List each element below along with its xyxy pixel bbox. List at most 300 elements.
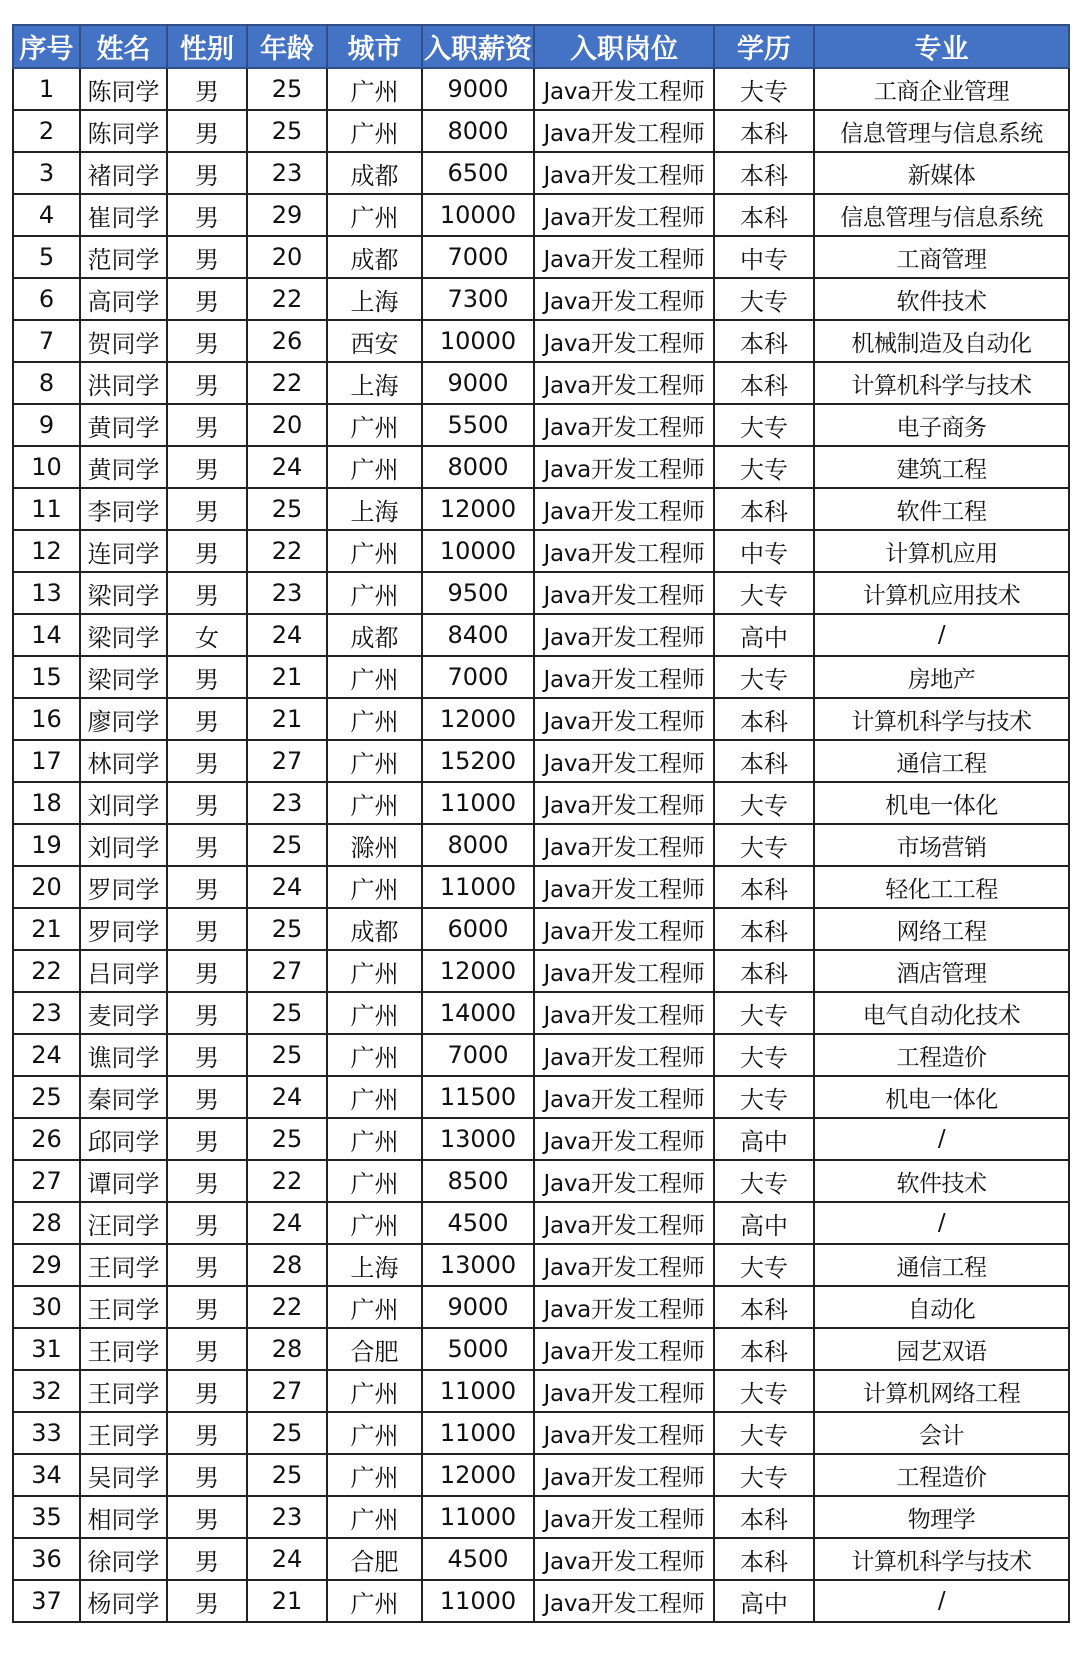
cell-salary: 7000 (422, 656, 534, 698)
cell-position: Java开发工程师 (534, 1286, 714, 1328)
cell-city: 广州 (327, 1580, 422, 1622)
cell-age: 23 (247, 572, 327, 614)
cell-major: 工程造价 (814, 1454, 1069, 1496)
cell-gender: 男 (167, 908, 247, 950)
cell-index: 16 (13, 698, 80, 740)
cell-index: 29 (13, 1244, 80, 1286)
cell-education: 本科 (714, 740, 814, 782)
cell-name: 邱同学 (80, 1118, 167, 1160)
cell-name: 廖同学 (80, 698, 167, 740)
cell-city: 广州 (327, 1286, 422, 1328)
cell-name: 洪同学 (80, 362, 167, 404)
cell-major: 计算机科学与技术 (814, 362, 1069, 404)
cell-name: 刘同学 (80, 824, 167, 866)
cell-age: 24 (247, 1538, 327, 1580)
cell-name: 王同学 (80, 1370, 167, 1412)
cell-position: Java开发工程师 (534, 698, 714, 740)
cell-index: 37 (13, 1580, 80, 1622)
cell-education: 本科 (714, 698, 814, 740)
cell-major: 工商企业管理 (814, 68, 1069, 110)
cell-index: 28 (13, 1202, 80, 1244)
cell-education: 大专 (714, 1076, 814, 1118)
cell-position: Java开发工程师 (534, 572, 714, 614)
cell-major: / (814, 1580, 1069, 1622)
cell-city: 广州 (327, 110, 422, 152)
cell-position: Java开发工程师 (534, 1244, 714, 1286)
cell-major: 会计 (814, 1412, 1069, 1454)
cell-major: 房地产 (814, 656, 1069, 698)
table-row (13, 782, 1069, 824)
table-row (13, 1370, 1069, 1412)
cell-name: 梁同学 (80, 656, 167, 698)
table-row (13, 614, 1069, 656)
cell-name: 连同学 (80, 530, 167, 572)
cell-education: 大专 (714, 656, 814, 698)
cell-gender: 男 (167, 1454, 247, 1496)
cell-position: Java开发工程师 (534, 320, 714, 362)
cell-city: 广州 (327, 656, 422, 698)
cell-city: 广州 (327, 404, 422, 446)
cell-position: Java开发工程师 (534, 908, 714, 950)
cell-salary: 9500 (422, 572, 534, 614)
cell-gender: 男 (167, 110, 247, 152)
cell-age: 25 (247, 1118, 327, 1160)
table-row (13, 110, 1069, 152)
cell-education: 本科 (714, 950, 814, 992)
cell-position: Java开发工程师 (534, 1496, 714, 1538)
cell-gender: 男 (167, 950, 247, 992)
header-index: 序号 (13, 25, 80, 68)
cell-salary: 11000 (422, 1496, 534, 1538)
cell-major: 建筑工程 (814, 446, 1069, 488)
cell-name: 谯同学 (80, 1034, 167, 1076)
cell-index: 25 (13, 1076, 80, 1118)
cell-gender: 男 (167, 782, 247, 824)
cell-gender: 男 (167, 1034, 247, 1076)
cell-index: 4 (13, 194, 80, 236)
cell-city: 上海 (327, 488, 422, 530)
cell-name: 贺同学 (80, 320, 167, 362)
cell-age: 22 (247, 1286, 327, 1328)
cell-name: 刘同学 (80, 782, 167, 824)
cell-name: 罗同学 (80, 866, 167, 908)
cell-index: 5 (13, 236, 80, 278)
cell-major: 软件技术 (814, 278, 1069, 320)
cell-education: 本科 (714, 362, 814, 404)
cell-major: 信息管理与信息系统 (814, 194, 1069, 236)
header-position: 入职岗位 (534, 25, 714, 68)
cell-education: 大专 (714, 404, 814, 446)
cell-gender: 男 (167, 656, 247, 698)
cell-name: 李同学 (80, 488, 167, 530)
cell-index: 10 (13, 446, 80, 488)
cell-index: 14 (13, 614, 80, 656)
cell-age: 20 (247, 236, 327, 278)
cell-name: 秦同学 (80, 1076, 167, 1118)
cell-position: Java开发工程师 (534, 362, 714, 404)
cell-city: 广州 (327, 698, 422, 740)
cell-city: 广州 (327, 866, 422, 908)
employment-table (12, 24, 1070, 1623)
cell-age: 24 (247, 1202, 327, 1244)
cell-age: 25 (247, 1454, 327, 1496)
cell-index: 1 (13, 68, 80, 110)
cell-index: 8 (13, 362, 80, 404)
cell-gender: 男 (167, 1538, 247, 1580)
cell-city: 广州 (327, 1076, 422, 1118)
cell-city: 广州 (327, 68, 422, 110)
cell-salary: 8000 (422, 110, 534, 152)
cell-salary: 14000 (422, 992, 534, 1034)
cell-education: 本科 (714, 152, 814, 194)
cell-gender: 男 (167, 362, 247, 404)
cell-salary: 8500 (422, 1160, 534, 1202)
cell-salary: 4500 (422, 1538, 534, 1580)
cell-name: 林同学 (80, 740, 167, 782)
cell-name: 王同学 (80, 1244, 167, 1286)
cell-index: 12 (13, 530, 80, 572)
table-row (13, 1076, 1069, 1118)
table-row (13, 1454, 1069, 1496)
cell-salary: 13000 (422, 1244, 534, 1286)
table-body (13, 68, 1069, 1622)
cell-major: 市场营销 (814, 824, 1069, 866)
cell-major: 计算机应用技术 (814, 572, 1069, 614)
table-row (13, 404, 1069, 446)
cell-age: 26 (247, 320, 327, 362)
cell-major: 工程造价 (814, 1034, 1069, 1076)
cell-major: 网络工程 (814, 908, 1069, 950)
cell-gender: 男 (167, 152, 247, 194)
cell-age: 25 (247, 908, 327, 950)
cell-major: 酒店管理 (814, 950, 1069, 992)
cell-index: 36 (13, 1538, 80, 1580)
cell-age: 24 (247, 1076, 327, 1118)
cell-major: 计算机网络工程 (814, 1370, 1069, 1412)
cell-education: 大专 (714, 992, 814, 1034)
cell-position: Java开发工程师 (534, 1202, 714, 1244)
cell-gender: 男 (167, 1580, 247, 1622)
cell-age: 28 (247, 1244, 327, 1286)
cell-education: 大专 (714, 1454, 814, 1496)
cell-education: 中专 (714, 236, 814, 278)
cell-index: 30 (13, 1286, 80, 1328)
cell-education: 本科 (714, 1496, 814, 1538)
cell-index: 21 (13, 908, 80, 950)
cell-city: 广州 (327, 194, 422, 236)
table-row (13, 1160, 1069, 1202)
cell-education: 本科 (714, 908, 814, 950)
cell-position: Java开发工程师 (534, 1580, 714, 1622)
cell-salary: 13000 (422, 1118, 534, 1160)
cell-age: 25 (247, 488, 327, 530)
cell-education: 高中 (714, 1580, 814, 1622)
cell-age: 22 (247, 530, 327, 572)
cell-salary: 9000 (422, 68, 534, 110)
cell-position: Java开发工程师 (534, 824, 714, 866)
cell-salary: 11000 (422, 866, 534, 908)
cell-city: 广州 (327, 446, 422, 488)
table-row (13, 572, 1069, 614)
cell-salary: 6000 (422, 908, 534, 950)
cell-position: Java开发工程师 (534, 782, 714, 824)
cell-education: 大专 (714, 278, 814, 320)
table-row (13, 950, 1069, 992)
cell-major: 计算机科学与技术 (814, 1538, 1069, 1580)
cell-name: 黄同学 (80, 404, 167, 446)
cell-major: 物理学 (814, 1496, 1069, 1538)
cell-name: 褚同学 (80, 152, 167, 194)
table-row (13, 194, 1069, 236)
cell-salary: 9000 (422, 1286, 534, 1328)
cell-salary: 11000 (422, 1580, 534, 1622)
cell-salary: 11500 (422, 1076, 534, 1118)
cell-salary: 9000 (422, 362, 534, 404)
cell-city: 上海 (327, 1244, 422, 1286)
cell-name: 谭同学 (80, 1160, 167, 1202)
cell-education: 大专 (714, 782, 814, 824)
cell-name: 梁同学 (80, 614, 167, 656)
cell-city: 广州 (327, 572, 422, 614)
cell-education: 大专 (714, 572, 814, 614)
cell-age: 21 (247, 1580, 327, 1622)
cell-major: / (814, 614, 1069, 656)
cell-index: 20 (13, 866, 80, 908)
cell-name: 麦同学 (80, 992, 167, 1034)
cell-education: 中专 (714, 530, 814, 572)
cell-major: 信息管理与信息系统 (814, 110, 1069, 152)
cell-gender: 男 (167, 992, 247, 1034)
cell-index: 6 (13, 278, 80, 320)
cell-index: 27 (13, 1160, 80, 1202)
cell-education: 本科 (714, 194, 814, 236)
cell-position: Java开发工程师 (534, 278, 714, 320)
cell-position: Java开发工程师 (534, 152, 714, 194)
cell-education: 大专 (714, 1244, 814, 1286)
cell-position: Java开发工程师 (534, 446, 714, 488)
cell-major: 园艺双语 (814, 1328, 1069, 1370)
cell-gender: 男 (167, 866, 247, 908)
cell-age: 24 (247, 866, 327, 908)
cell-education: 大专 (714, 446, 814, 488)
cell-position: Java开发工程师 (534, 236, 714, 278)
cell-salary: 12000 (422, 950, 534, 992)
cell-city: 广州 (327, 1370, 422, 1412)
cell-age: 28 (247, 1328, 327, 1370)
cell-name: 崔同学 (80, 194, 167, 236)
cell-salary: 15200 (422, 740, 534, 782)
cell-education: 大专 (714, 1160, 814, 1202)
cell-major: 通信工程 (814, 1244, 1069, 1286)
table-row (13, 740, 1069, 782)
cell-name: 王同学 (80, 1412, 167, 1454)
cell-salary: 12000 (422, 488, 534, 530)
cell-city: 合肥 (327, 1328, 422, 1370)
cell-city: 广州 (327, 1034, 422, 1076)
cell-education: 高中 (714, 1118, 814, 1160)
table-row (13, 488, 1069, 530)
cell-major: 软件工程 (814, 488, 1069, 530)
cell-age: 22 (247, 278, 327, 320)
cell-index: 22 (13, 950, 80, 992)
cell-gender: 男 (167, 1244, 247, 1286)
cell-salary: 11000 (422, 782, 534, 824)
cell-index: 24 (13, 1034, 80, 1076)
cell-major: 机电一体化 (814, 1076, 1069, 1118)
cell-name: 梁同学 (80, 572, 167, 614)
cell-salary: 12000 (422, 698, 534, 740)
cell-major: 计算机科学与技术 (814, 698, 1069, 740)
header-salary: 入职薪资 (422, 25, 534, 68)
cell-age: 29 (247, 194, 327, 236)
cell-index: 9 (13, 404, 80, 446)
cell-city: 广州 (327, 782, 422, 824)
cell-major: 计算机应用 (814, 530, 1069, 572)
header-age: 年龄 (247, 25, 327, 68)
cell-gender: 男 (167, 572, 247, 614)
cell-position: Java开发工程师 (534, 1454, 714, 1496)
cell-index: 2 (13, 110, 80, 152)
cell-major: / (814, 1202, 1069, 1244)
cell-city: 滁州 (327, 824, 422, 866)
table-row (13, 908, 1069, 950)
cell-education: 本科 (714, 1328, 814, 1370)
cell-gender: 男 (167, 740, 247, 782)
cell-major: 机电一体化 (814, 782, 1069, 824)
header-city: 城市 (327, 25, 422, 68)
cell-gender: 男 (167, 320, 247, 362)
cell-city: 广州 (327, 1202, 422, 1244)
table-row (13, 278, 1069, 320)
table-row (13, 1286, 1069, 1328)
cell-major: 自动化 (814, 1286, 1069, 1328)
cell-name: 吕同学 (80, 950, 167, 992)
cell-index: 32 (13, 1370, 80, 1412)
table-row (13, 992, 1069, 1034)
cell-education: 大专 (714, 1370, 814, 1412)
cell-position: Java开发工程师 (534, 656, 714, 698)
cell-gender: 男 (167, 236, 247, 278)
cell-index: 33 (13, 1412, 80, 1454)
table-row (13, 1580, 1069, 1622)
cell-education: 本科 (714, 1286, 814, 1328)
cell-salary: 11000 (422, 1370, 534, 1412)
cell-major: 电子商务 (814, 404, 1069, 446)
cell-gender: 男 (167, 1370, 247, 1412)
table-row (13, 320, 1069, 362)
cell-age: 25 (247, 1412, 327, 1454)
cell-salary: 8400 (422, 614, 534, 656)
cell-position: Java开发工程师 (534, 1076, 714, 1118)
cell-position: Java开发工程师 (534, 992, 714, 1034)
cell-education: 本科 (714, 320, 814, 362)
cell-name: 陈同学 (80, 68, 167, 110)
table-row (13, 656, 1069, 698)
table-row (13, 1412, 1069, 1454)
cell-salary: 5000 (422, 1328, 534, 1370)
cell-position: Java开发工程师 (534, 950, 714, 992)
cell-gender: 男 (167, 698, 247, 740)
cell-position: Java开发工程师 (534, 1328, 714, 1370)
cell-major: / (814, 1118, 1069, 1160)
cell-gender: 男 (167, 1202, 247, 1244)
cell-index: 34 (13, 1454, 80, 1496)
cell-index: 11 (13, 488, 80, 530)
cell-gender: 男 (167, 1328, 247, 1370)
cell-position: Java开发工程师 (534, 1160, 714, 1202)
cell-gender: 男 (167, 488, 247, 530)
cell-education: 大专 (714, 824, 814, 866)
table-row (13, 530, 1069, 572)
cell-city: 上海 (327, 362, 422, 404)
header-name: 姓名 (80, 25, 167, 68)
cell-position: Java开发工程师 (534, 866, 714, 908)
cell-city: 成都 (327, 152, 422, 194)
cell-position: Java开发工程师 (534, 1118, 714, 1160)
cell-age: 23 (247, 152, 327, 194)
cell-salary: 5500 (422, 404, 534, 446)
cell-city: 广州 (327, 1160, 422, 1202)
table-row (13, 68, 1069, 110)
cell-position: Java开发工程师 (534, 1370, 714, 1412)
cell-salary: 8000 (422, 824, 534, 866)
cell-age: 23 (247, 782, 327, 824)
cell-city: 合肥 (327, 1538, 422, 1580)
cell-gender: 男 (167, 1412, 247, 1454)
cell-age: 21 (247, 698, 327, 740)
cell-city: 广州 (327, 1412, 422, 1454)
cell-education: 本科 (714, 110, 814, 152)
cell-major: 通信工程 (814, 740, 1069, 782)
cell-major: 轻化工工程 (814, 866, 1069, 908)
header-education: 学历 (714, 25, 814, 68)
header-row (13, 25, 1069, 68)
cell-salary: 7000 (422, 236, 534, 278)
cell-index: 19 (13, 824, 80, 866)
cell-name: 王同学 (80, 1328, 167, 1370)
table-row (13, 1034, 1069, 1076)
cell-name: 吴同学 (80, 1454, 167, 1496)
cell-age: 22 (247, 362, 327, 404)
cell-salary: 4500 (422, 1202, 534, 1244)
cell-name: 黄同学 (80, 446, 167, 488)
cell-city: 广州 (327, 1118, 422, 1160)
cell-major: 新媒体 (814, 152, 1069, 194)
cell-position: Java开发工程师 (534, 404, 714, 446)
cell-city: 西安 (327, 320, 422, 362)
table-row (13, 698, 1069, 740)
cell-education: 本科 (714, 866, 814, 908)
cell-position: Java开发工程师 (534, 488, 714, 530)
cell-education: 高中 (714, 1202, 814, 1244)
table-row (13, 1118, 1069, 1160)
cell-name: 范同学 (80, 236, 167, 278)
cell-gender: 男 (167, 68, 247, 110)
cell-city: 成都 (327, 614, 422, 656)
cell-salary: 8000 (422, 446, 534, 488)
cell-salary: 10000 (422, 530, 534, 572)
header-gender: 性别 (167, 25, 247, 68)
cell-position: Java开发工程师 (534, 1034, 714, 1076)
cell-city: 广州 (327, 740, 422, 782)
cell-salary: 6500 (422, 152, 534, 194)
cell-name: 罗同学 (80, 908, 167, 950)
cell-index: 26 (13, 1118, 80, 1160)
table-row (13, 446, 1069, 488)
cell-age: 25 (247, 992, 327, 1034)
cell-age: 23 (247, 1496, 327, 1538)
cell-city: 广州 (327, 950, 422, 992)
